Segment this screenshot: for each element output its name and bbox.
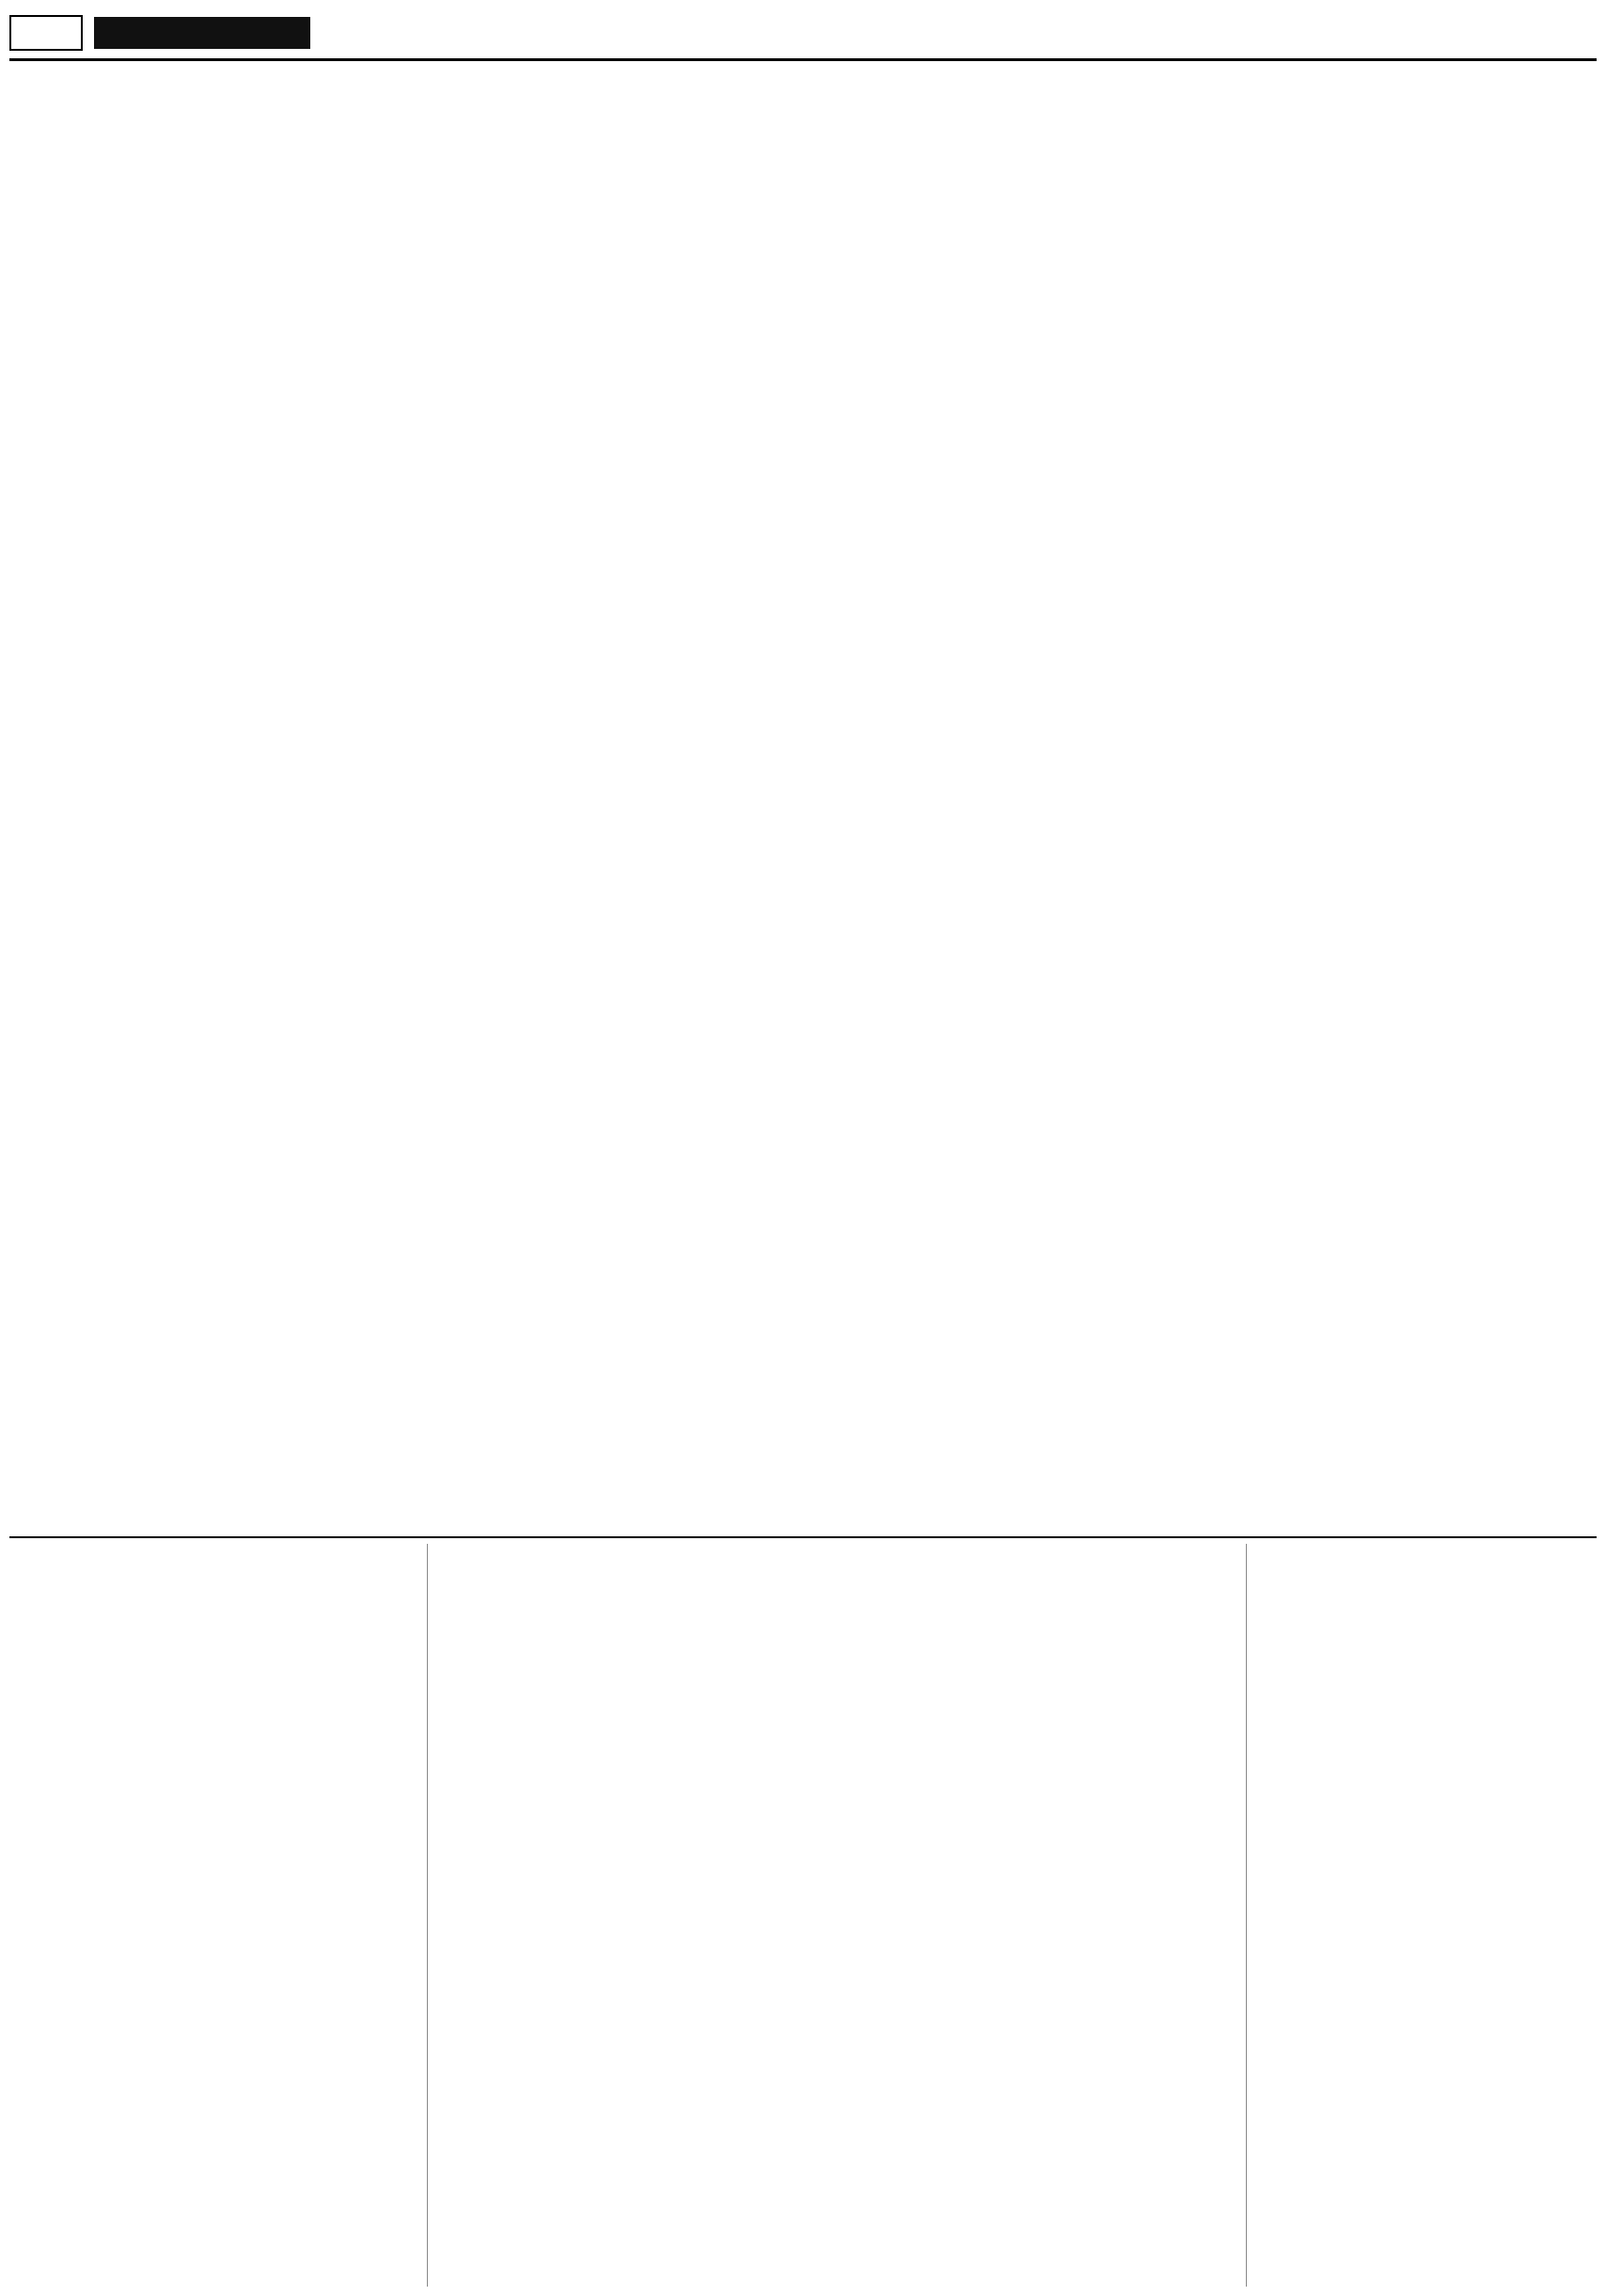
feature-right-column xyxy=(1246,1544,1597,2287)
masthead-rule xyxy=(9,58,1597,61)
section-divider xyxy=(9,1536,1597,1538)
feature-title xyxy=(437,1555,1236,1630)
feature-center-columns xyxy=(437,1643,1236,2255)
feature-left-column xyxy=(9,1544,428,2287)
feature-section xyxy=(9,1544,1597,2287)
main-headline xyxy=(9,73,1597,197)
profiles-section xyxy=(9,209,1597,1534)
section-label xyxy=(94,17,310,49)
masthead xyxy=(9,11,1597,58)
page-number xyxy=(9,15,83,51)
feature-center xyxy=(437,1544,1236,2287)
